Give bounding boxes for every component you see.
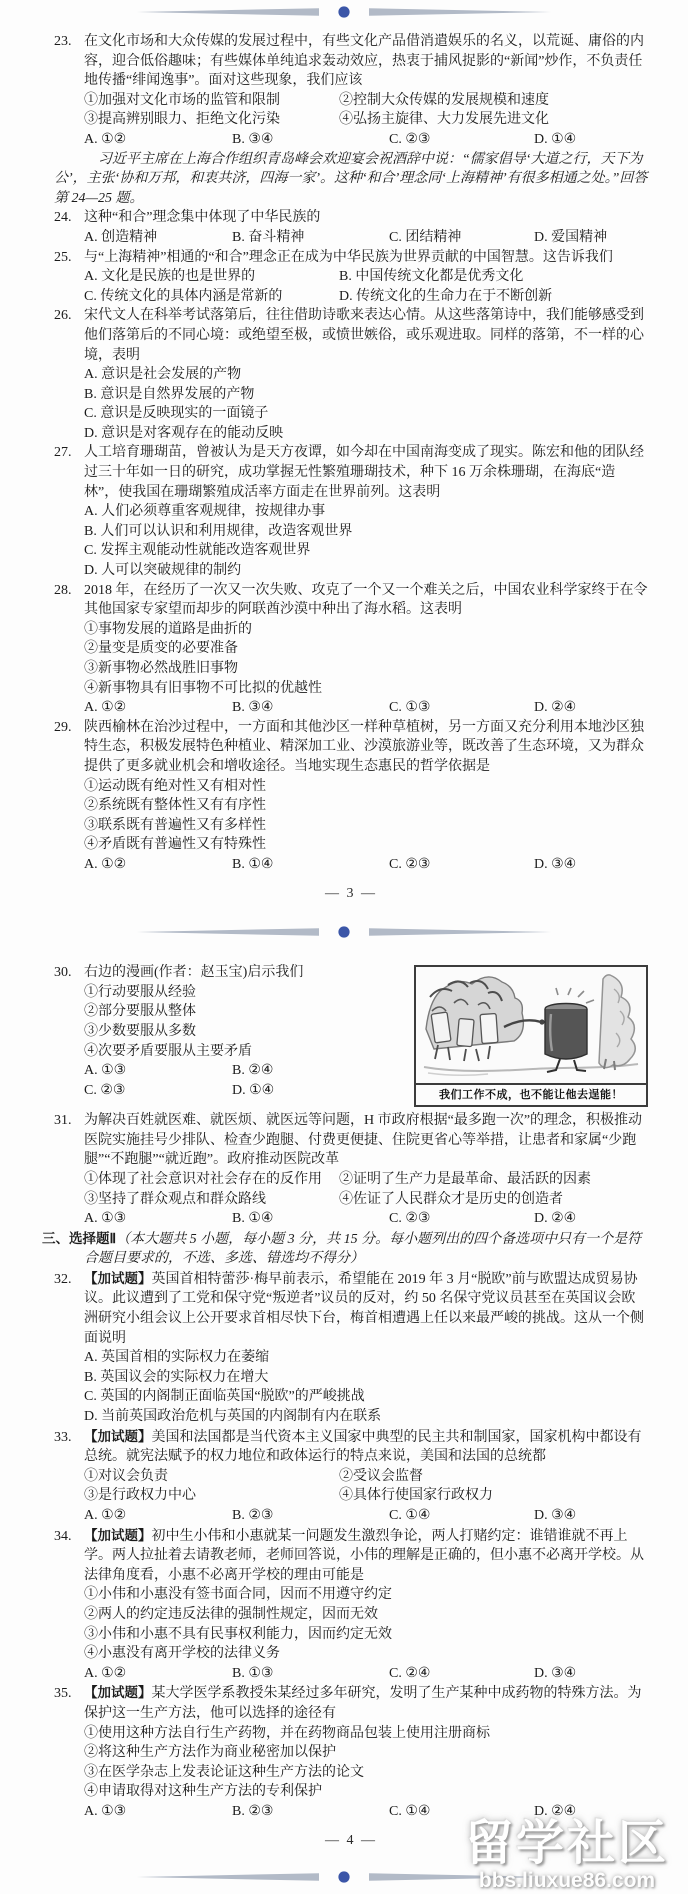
choice-b: B. ②③ xyxy=(232,1508,274,1523)
question-31 xyxy=(54,1111,648,1229)
question-stem xyxy=(54,1526,648,1586)
question-number: 24. xyxy=(54,210,72,226)
option-item: ③少数要服从多数 xyxy=(84,1023,196,1039)
question-stem xyxy=(54,1269,648,1348)
choice-a: A. ①③ xyxy=(84,1063,127,1079)
choice-d: D. ②④ xyxy=(534,1803,577,1819)
section-2-header xyxy=(42,1229,648,1269)
choice-a: A. 创造精神 xyxy=(84,229,158,245)
choice-d: D. 人可以突破规律的制约 xyxy=(84,563,242,579)
option-item: ④弘扬主旋律、大力发展先进文化 xyxy=(339,112,549,128)
option-item: ③是行政权力中心 xyxy=(84,1488,196,1504)
option-list xyxy=(54,1467,648,1506)
comic-caption: 我们工作不成，也不能让他去逞能！ xyxy=(416,1083,646,1105)
option-item: ①小伟和小惠没有签书面合同，因而不用遵守约定 xyxy=(84,1587,392,1603)
choice-d: D. ②④ xyxy=(534,1211,577,1227)
choice-row xyxy=(54,130,648,150)
option-list xyxy=(54,1585,648,1663)
watermark-url: bbs.liuxue86.com xyxy=(478,1868,656,1892)
option-item: ③提高辨别眼力、拒绝文化污染 xyxy=(84,112,280,128)
stem-text: 人工培育珊瑚苗，曾被认为是天方夜谭，如今却在中国南海变成了现实。陈宏和他的团队经过三十年如一日的研究，成功掌握无性繁殖珊瑚技术，种下 16 万余株珊瑚，在海底“造林”，使我国在珊瑚繁殖成活率方面走在世界前列。这表明 xyxy=(84,445,644,500)
choice-row xyxy=(54,1506,648,1526)
option-item: ②证明了生产力是最革命、最活跃的因素 xyxy=(339,1171,591,1187)
stem-text: 2018 年，在经历了一次又一次失败、攻克了一个又一个难关之后，中国农业科学家终于在令其他国家专家望而却步的阿联酋沙漠中种出了海水稻。这表明 xyxy=(84,582,648,618)
option-item: ①体现了社会意识对社会存在的反作用 xyxy=(84,1171,322,1187)
page-divider-bottom xyxy=(0,1854,688,1894)
option-item: ①行动要服从经验 xyxy=(84,984,196,1000)
stem-text: 宋代文人在科举考试落第后，往往借助诗歌来表达心情。从这些落第诗中，我们能够感受到他们落第后的不同心境：或绝望至极，或愤世嫉俗，或乐观进取。同样的落第，不一样的心境，表明 xyxy=(84,308,644,363)
option-item: ①运动既有绝对性又有相对性 xyxy=(84,778,266,794)
option-item: ②部分要服从整体 xyxy=(84,1004,196,1020)
question-stem xyxy=(54,443,648,502)
choice-b: B. ③④ xyxy=(232,700,274,716)
option-item: ①对议会负责 xyxy=(84,1468,168,1484)
page-4 xyxy=(0,953,688,1854)
page-3 xyxy=(0,22,688,907)
choice-c: C. 发挥主观能动性就能改造客观世界 xyxy=(84,543,311,559)
choice-grid xyxy=(54,1061,402,1100)
section-instructions: （本大题共 5 小题，每小题 3 分，共 15 分。每小题列出的四个备选项中只有一个是符合题目要求的，不选、多选、错选均不得分） xyxy=(84,1231,642,1267)
choice-list xyxy=(54,365,648,443)
option-item: ②量变是质变的必要准备 xyxy=(84,641,238,657)
choice-row xyxy=(54,1209,648,1229)
question-number: 23. xyxy=(54,34,72,49)
choice-b: B. 奋斗精神 xyxy=(232,229,305,245)
question-24 xyxy=(54,208,648,247)
choice-c: C. ①③ xyxy=(389,700,431,716)
choice-d: D. ③④ xyxy=(534,1508,577,1523)
question-stem xyxy=(54,1427,648,1467)
question-34 xyxy=(54,1526,648,1684)
choice-grid xyxy=(54,267,648,306)
stem-text: 英国首相特蕾莎·梅早前表示，希望能在 2019 年 3 月“脱欧”前与欧盟达成贸易协议。此议遭到了工党和保守党“叛逆者”议员的反对，约 50 名保守党议员甚至在英国议会欧洲研究小组会议上公开要求首相尽快下台，梅首相遭遇上任以来最严峻的挑战。这从一个侧面说明 xyxy=(84,1271,644,1346)
question-number: 34. xyxy=(54,1528,72,1544)
choice-row xyxy=(54,1802,648,1822)
choice-a: A. ①② xyxy=(84,1508,127,1523)
option-item: ②将这种生产方法作为商业秘密加以保护 xyxy=(84,1745,336,1761)
page-number-3: — 3 — xyxy=(325,885,377,901)
option-item: ④次要矛盾要服从主要矛盾 xyxy=(84,1043,252,1059)
choice-a: A. 人们必须尊重客观规律，按规律办事 xyxy=(84,504,326,520)
option-item: ①事物发展的道路是曲折的 xyxy=(84,621,252,637)
choice-d: D. 意识是对客观存在的能动反映 xyxy=(84,425,284,441)
choice-row xyxy=(54,1664,648,1684)
page-divider-top xyxy=(0,0,688,22)
divider-dot xyxy=(338,1871,349,1882)
choice-c: C. 传统文化的具体内涵是常新的 xyxy=(84,288,283,304)
question-26 xyxy=(54,306,648,443)
context-passage-24-25: 习近平主席在上海合作组织青岛峰会欢迎宴会祝酒辞中说：“儒家倡导‘大道之行，天下为公’，主张‘协和万邦，和衷共济，四海一家’。这种‘和合’理念同‘上海精神’有很多相通之处。”回答第 24—25 题。 xyxy=(54,151,648,206)
option-list xyxy=(54,1170,648,1209)
choice-b: B. 中国传统文化都是优秀文化 xyxy=(339,269,524,285)
option-list xyxy=(54,620,648,698)
stem-text: 为解决百姓就医难、就医烦、就医远等问题，H 市政府根据“最多跑一次”的理念，积极推动医院实施挂号少排队、检查少跑腿、付费更便捷、住院更省心等举措，让患者和家属“少跑腿”“不跑腿”“就近跑”。政府推动医院改革 xyxy=(84,1113,643,1168)
choice-d: D. ②④ xyxy=(534,700,577,716)
option-item: ①加强对文化市场的监管和限制 xyxy=(84,92,280,108)
choice-row xyxy=(54,855,648,875)
question-stem xyxy=(54,581,648,620)
question-number: 26. xyxy=(54,308,72,324)
question-stem xyxy=(54,208,648,228)
stem-text: 美国和法国都是当代资本主义国家中典型的民主共和制国家，国家机构中都设有总统。就宪法赋予的权力地位和政体运行的特点来说，美国和法国的总统都 xyxy=(84,1429,642,1465)
choice-row xyxy=(54,698,648,718)
question-number: 33. xyxy=(54,1429,72,1445)
question-stem xyxy=(54,32,648,91)
choice-a: A. ①③ xyxy=(84,1803,127,1819)
question-29 xyxy=(54,718,648,875)
addon-question-tag: 【加试题】 xyxy=(84,1270,152,1286)
choice-c: C. 意识是反映现实的一面镜子 xyxy=(84,406,269,422)
option-item: ③新事物必然战胜旧事物 xyxy=(84,661,238,676)
page-number-4: — 4 — xyxy=(325,1832,377,1848)
choice-d: D. 爱国精神 xyxy=(534,229,608,245)
question-25 xyxy=(54,248,648,307)
option-item: ④小惠没有离开学校的法律义务 xyxy=(84,1646,280,1662)
question-stem xyxy=(54,1683,648,1723)
choice-a: A. ①② xyxy=(84,700,127,716)
question-27 xyxy=(54,443,648,580)
option-item: ①使用这种方法自行生产药物，并在药物商品包装上使用注册商标 xyxy=(84,1725,490,1741)
question-number: 32. xyxy=(54,1271,72,1287)
question-number: 28. xyxy=(54,582,72,598)
choice-row xyxy=(54,228,648,248)
stem-text: 初中生小伟和小惠就某一问题发生激烈争论，两人打赌约定：谁错谁就不再上学。两人拉扯着去请教老师，老师回答说，小伟的理解是正确的，但小惠不必离开学校。从法律角度看，小惠不必离开学校的理由可能是 xyxy=(84,1528,644,1583)
option-item: ④佐证了人民群众才是历史的创造者 xyxy=(339,1191,563,1207)
choice-d: D. ①④ xyxy=(232,1082,275,1098)
option-list xyxy=(54,777,648,855)
choice-d: D. 当前英国政治危机与英国的内阁制有内在联系 xyxy=(84,1409,382,1425)
choice-a: A. ①② xyxy=(84,131,127,147)
choice-b: B. ①③ xyxy=(232,1665,274,1681)
choice-c: C. ②④ xyxy=(389,1665,431,1681)
option-item: ②受议会监督 xyxy=(339,1468,423,1484)
choice-a: A. ①② xyxy=(84,856,127,872)
addon-question-tag: 【加试题】 xyxy=(84,1527,152,1543)
divider-dot xyxy=(338,6,349,17)
option-item: ③小伟和小惠不具有民事权利能力，因而约定无效 xyxy=(84,1626,392,1642)
option-list xyxy=(54,91,648,130)
stem-text: 右边的漫画(作者：赵玉宝)启示我们 xyxy=(84,965,304,981)
comic-illustration xyxy=(416,967,646,1083)
choice-b: B. 英国议会的实际权力在增大 xyxy=(84,1369,269,1385)
question-number: 31. xyxy=(54,1113,72,1129)
stem-text: 某大学医学系教授朱某经过多年研究，发明了生产某种中成药物的特殊方法。为保护这一生产方法，他可以选择的途径有 xyxy=(84,1686,642,1721)
question-23 xyxy=(54,32,648,150)
option-item: ③在医学杂志上发表论证这种生产方法的论文 xyxy=(84,1764,364,1780)
choice-a: A. ①② xyxy=(84,1665,127,1681)
divider-ornament xyxy=(129,5,559,19)
choice-c: C. ②③ xyxy=(84,1082,126,1098)
question-28 xyxy=(54,581,648,718)
option-item: ④新事物具有旧事物不可比拟的优越性 xyxy=(84,680,322,696)
choice-b: B. 人们可以认识和利用规律，改造客观世界 xyxy=(84,523,353,539)
choice-d: D. ③④ xyxy=(534,856,577,872)
choice-c: C. ①④ xyxy=(389,1508,431,1523)
choice-list xyxy=(54,502,648,580)
choice-b: B. ③④ xyxy=(232,131,274,147)
option-item: ④具体行使国家行政权力 xyxy=(339,1488,493,1504)
choice-d: D. ①④ xyxy=(534,131,577,147)
option-item: ③坚持了群众观点和群众路线 xyxy=(84,1191,266,1207)
question-33 xyxy=(54,1427,648,1526)
option-item: ④申请取得对这种生产方法的专利保护 xyxy=(84,1784,322,1800)
choice-a: A. 英国首相的实际权力在萎缩 xyxy=(84,1350,270,1366)
section-label: 三、选择题Ⅱ xyxy=(42,1230,117,1246)
choice-a: A. ①③ xyxy=(84,1211,127,1227)
watermark-title: 留学社区 xyxy=(464,1817,669,1871)
choice-c: C. 英国的内阁制正面临英国“脱欧”的严峻挑战 xyxy=(84,1389,365,1405)
choice-a: A. 文化是民族的也是世界的 xyxy=(84,269,256,285)
question-number: 35. xyxy=(54,1686,72,1702)
stem-text: 与“上海精神”相通的“和合”理念正在成为中华民族为世界贡献的中国智慧。这告诉我们 xyxy=(84,249,613,265)
choice-d: D. ③④ xyxy=(534,1665,577,1681)
choice-c: C. ②③ xyxy=(389,856,431,872)
question-32 xyxy=(54,1269,648,1427)
option-item: ③联系既有普遍性又有多样性 xyxy=(84,817,266,833)
question-number: 29. xyxy=(54,719,72,735)
divider-dot xyxy=(338,927,349,938)
choice-b: B. 意识是自然界发展的产物 xyxy=(84,386,255,402)
question-stem xyxy=(54,248,648,268)
question-30 xyxy=(54,963,648,1100)
choice-c: C. ②③ xyxy=(389,131,431,147)
addon-question-tag: 【加试题】 xyxy=(84,1428,152,1444)
choice-c: C. ②③ xyxy=(389,1211,431,1227)
option-item: ②控制大众传媒的发展规模和速度 xyxy=(339,92,549,108)
divider-ornament xyxy=(129,925,559,939)
choice-d: D. 传统文化的生命力在于不断创新 xyxy=(339,288,553,304)
question-number: 25. xyxy=(54,249,72,265)
addon-question-tag: 【加试题】 xyxy=(84,1685,152,1701)
choice-b: B. ①④ xyxy=(232,856,274,872)
stem-text: 这种“和合”理念集中体现了中华民族的 xyxy=(84,210,321,226)
stem-text: 在文化市场和大众传媒的发展过程中，有些文化产品借消遣娱乐的名义，以荒诞、庸俗的内容，迎合低俗趣味；有些媒体单纯追求轰动效应，热衷于捕风捉影的“新闻”炒作，不负责任地传播“绯闻逸事”。面对这些现象，我们应该 xyxy=(84,34,644,89)
choice-c: C. 团结精神 xyxy=(389,229,462,245)
choice-c: C. ①④ xyxy=(389,1803,431,1819)
choice-b: B. ①④ xyxy=(232,1211,274,1227)
option-item: ④矛盾既有普遍性又有特殊性 xyxy=(84,837,266,853)
divider-ornament xyxy=(129,1870,559,1884)
option-item: ②系统既有整体性又有有序性 xyxy=(84,798,266,814)
option-list xyxy=(54,1724,648,1802)
choice-a: A. 意识是社会发展的产物 xyxy=(84,367,242,383)
choice-b: B. ②③ xyxy=(232,1803,274,1819)
choice-list xyxy=(54,1348,648,1426)
question-stem xyxy=(54,306,648,365)
question-35 xyxy=(54,1683,648,1821)
question-number: 30. xyxy=(54,965,72,981)
question-stem xyxy=(54,1111,648,1170)
option-item: ②两人的约定违反法律的强制性规定，因而无效 xyxy=(84,1606,378,1622)
question-stem xyxy=(54,718,648,777)
page-divider-middle xyxy=(0,907,688,953)
stem-text: 陕西榆林在治沙过程中，一方面和其他沙区一样种草植树，另一方面又充分利用本地沙区独特生态，积极发展特色种植业、精深加工业、沙漠旅游业等，既改善了生态环境，又为群众提供了更多就业机会和增收途径。当地实现生态惠民的哲学依据是 xyxy=(84,719,644,774)
choice-b: B. ②④ xyxy=(232,1063,274,1079)
question-number: 27. xyxy=(54,445,72,461)
comic-panel xyxy=(414,965,648,1107)
